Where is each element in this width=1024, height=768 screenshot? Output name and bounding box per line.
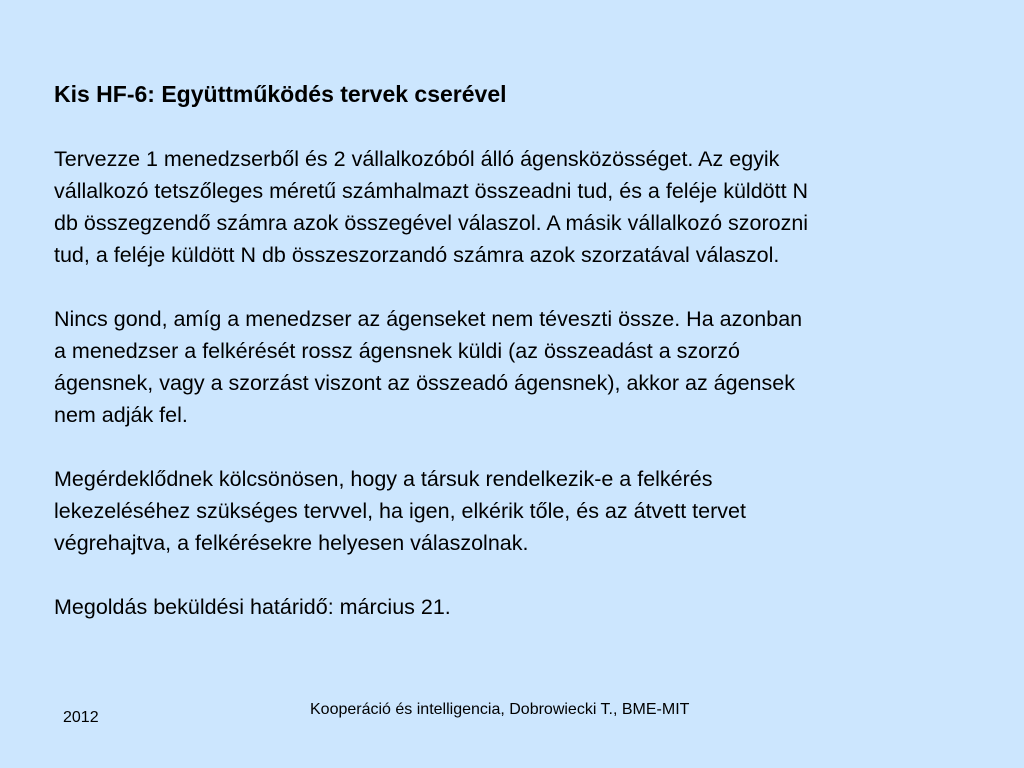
paragraph-deadline: Megoldás beküldési határidő: március 21. [54, 595, 451, 619]
footer-year: 2012 [63, 709, 99, 726]
slide-body [54, 143, 966, 655]
footer-credit: Kooperáció és intelligencia, Dobrowiecki T., BME-MIT [310, 701, 690, 718]
paragraph-solution: Megérdeklődnek kölcsönösen, hogy a társuk rendelkezik-e a felkérés lekezeléséhez szükséges tervvel, ha igen, elkérik tőle, és az átvett tervet végrehajtva, a felkérésekre helyesen válaszolnak. [54, 467, 746, 555]
paragraph-problem: Nincs gond, amíg a menedzser az ágenseket nem téveszti össze. Ha azonban a menedzser a felkérését rossz ágensnek küldi (az összeadást a szorzó ágensnek, vagy a szorzást viszont az összeadó ágensnek), akkor az ágensek nem adják fel. [54, 307, 803, 427]
slide-title: Kis HF-6: Együttműködés tervek cserével [54, 81, 507, 107]
paragraph-task: Tervezze 1 menedzserből és 2 vállalkozóból álló ágensközösséget. Az egyik vállalkozó tetszőleges méretű számhalmazt összeadni tud, és a feléje küldött N db összegzendő számra azok összegével válaszol. A másik vállalkozó szorozni tud, a feléje küldött N db összeszorzandó számra azok szorzatával válaszol. [54, 147, 809, 267]
